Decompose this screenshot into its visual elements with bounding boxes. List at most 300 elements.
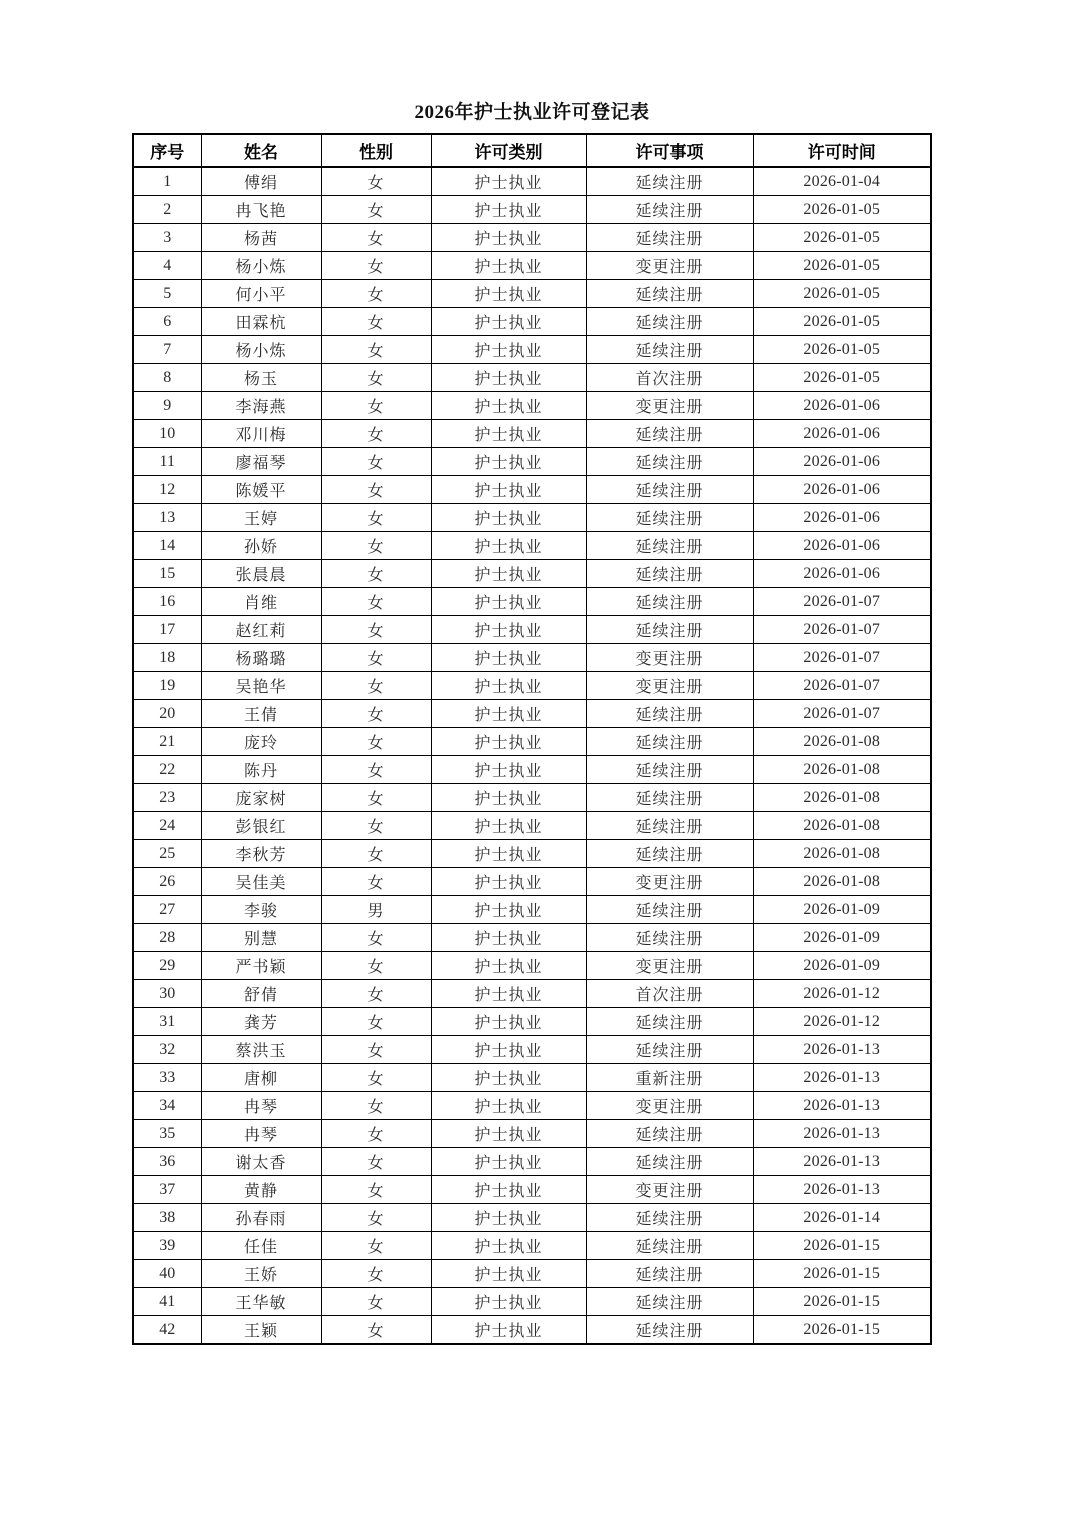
- col-index: 10: [133, 420, 201, 448]
- col-license-category: 护士执业: [431, 980, 586, 1008]
- col-index: 16: [133, 588, 201, 616]
- col-gender: 女: [321, 1064, 431, 1092]
- col-license-item: 变更注册: [586, 868, 753, 896]
- col-index: 9: [133, 392, 201, 420]
- col-license-date: 2026-01-08: [753, 868, 931, 896]
- col-license-date: 2026-01-05: [753, 224, 931, 252]
- col-license-date: 2026-01-05: [753, 364, 931, 392]
- col-name: 庞家树: [201, 784, 321, 812]
- col-license-item: 延续注册: [586, 1232, 753, 1260]
- col-license-category: 护士执业: [431, 1176, 586, 1204]
- col-license-category: 护士执业: [431, 167, 586, 196]
- col-name: 王颖: [201, 1316, 321, 1345]
- col-name: 黄静: [201, 1176, 321, 1204]
- col-license-item: 首次注册: [586, 364, 753, 392]
- col-license-date: 2026-01-05: [753, 280, 931, 308]
- table-row: [133, 476, 931, 504]
- table-row: [133, 252, 931, 280]
- col-gender: 女: [321, 952, 431, 980]
- col-index: 12: [133, 476, 201, 504]
- col-license-date: 2026-01-13: [753, 1036, 931, 1064]
- table-row: [133, 224, 931, 252]
- col-license-category: 护士执业: [431, 812, 586, 840]
- col-gender: 女: [321, 560, 431, 588]
- col-name: 李骏: [201, 896, 321, 924]
- col-name: 谢太香: [201, 1148, 321, 1176]
- col-gender: 女: [321, 980, 431, 1008]
- col-license-category: 护士执业: [431, 756, 586, 784]
- table-row: [133, 532, 931, 560]
- col-name: 肖维: [201, 588, 321, 616]
- col-license-category: 护士执业: [431, 868, 586, 896]
- col-license-date: 2026-01-06: [753, 532, 931, 560]
- table-row: [133, 504, 931, 532]
- table-row: [133, 1260, 931, 1288]
- col-license-category: 护士执业: [431, 588, 586, 616]
- col-index: 4: [133, 252, 201, 280]
- col-license-date: 2026-01-08: [753, 728, 931, 756]
- col-license-item: 变更注册: [586, 672, 753, 700]
- col-license-date: 2026-01-05: [753, 252, 931, 280]
- col-gender: 女: [321, 1316, 431, 1345]
- header-row: [133, 134, 931, 167]
- col-gender: 女: [321, 868, 431, 896]
- col-license-item: 延续注册: [586, 1260, 753, 1288]
- col-license-category: 护士执业: [431, 644, 586, 672]
- col-license-item: 变更注册: [586, 1092, 753, 1120]
- col-gender: 女: [321, 1288, 431, 1316]
- col-license-date: 2026-01-14: [753, 1204, 931, 1232]
- col-name: 冉琴: [201, 1092, 321, 1120]
- col-name: 唐柳: [201, 1064, 321, 1092]
- table-row: [133, 924, 931, 952]
- col-license-category: 护士执业: [431, 896, 586, 924]
- col-license-category: 护士执业: [431, 308, 586, 336]
- col-gender: 女: [321, 756, 431, 784]
- table-row: [133, 952, 931, 980]
- col-license-date: 2026-01-04: [753, 167, 931, 196]
- col-license-date: 2026-01-08: [753, 756, 931, 784]
- col-index: 3: [133, 224, 201, 252]
- col-license-item: 延续注册: [586, 812, 753, 840]
- col-gender: 女: [321, 812, 431, 840]
- col-license-category: 护士执业: [431, 1316, 586, 1345]
- table-row: [133, 644, 931, 672]
- col-license-item: 延续注册: [586, 1008, 753, 1036]
- col-index: 13: [133, 504, 201, 532]
- col-name: 王华敏: [201, 1288, 321, 1316]
- col-gender: 女: [321, 167, 431, 196]
- col-name: 杨璐璐: [201, 644, 321, 672]
- col-license-item: 延续注册: [586, 476, 753, 504]
- col-license-item: 延续注册: [586, 784, 753, 812]
- col-index: 7: [133, 336, 201, 364]
- col-name: 张晨晨: [201, 560, 321, 588]
- col-gender: 女: [321, 1260, 431, 1288]
- table-row: [133, 364, 931, 392]
- col-license-category: 护士执业: [431, 1148, 586, 1176]
- col-index: 34: [133, 1092, 201, 1120]
- col-license-category: 护士执业: [431, 504, 586, 532]
- col-index: 17: [133, 616, 201, 644]
- col-license-date: 2026-01-08: [753, 812, 931, 840]
- col-license-date: 2026-01-06: [753, 504, 931, 532]
- col-license-date: 2026-01-08: [753, 840, 931, 868]
- col-license-item: 延续注册: [586, 224, 753, 252]
- table-row: [133, 336, 931, 364]
- col-license-item: 延续注册: [586, 532, 753, 560]
- license-registration-table: [132, 133, 932, 1345]
- col-license-item: 延续注册: [586, 700, 753, 728]
- col-gender: 女: [321, 840, 431, 868]
- table-row: [133, 1092, 931, 1120]
- table-row: [133, 840, 931, 868]
- col-gender: 女: [321, 1176, 431, 1204]
- table-row: [133, 560, 931, 588]
- table-row: [133, 588, 931, 616]
- col-license-date: 2026-01-06: [753, 420, 931, 448]
- col-license-category: 护士执业: [431, 1120, 586, 1148]
- col-gender: 女: [321, 924, 431, 952]
- col-index: 30: [133, 980, 201, 1008]
- table-row: [133, 1008, 931, 1036]
- col-license-date: 2026-01-07: [753, 700, 931, 728]
- col-name: 杨茜: [201, 224, 321, 252]
- table-row: [133, 196, 931, 224]
- col-name: 王娇: [201, 1260, 321, 1288]
- col-name: 孙娇: [201, 532, 321, 560]
- col-license-date: 2026-01-13: [753, 1176, 931, 1204]
- table-row: [133, 616, 931, 644]
- col-license-category: 护士执业: [431, 560, 586, 588]
- col-license-item: 延续注册: [586, 756, 753, 784]
- col-gender: 女: [321, 1092, 431, 1120]
- col-name: 陈丹: [201, 756, 321, 784]
- col-name: 杨小炼: [201, 336, 321, 364]
- col-license-category: 护士执业: [431, 784, 586, 812]
- table-row: [133, 1204, 931, 1232]
- col-index: 24: [133, 812, 201, 840]
- col-gender: 女: [321, 252, 431, 280]
- col-index: 8: [133, 364, 201, 392]
- table-row: [133, 756, 931, 784]
- col-license-category: 护士执业: [431, 196, 586, 224]
- col-gender: 女: [321, 672, 431, 700]
- col-index: 28: [133, 924, 201, 952]
- col-license-category: 护士执业: [431, 1036, 586, 1064]
- col-license-date: 2026-01-12: [753, 980, 931, 1008]
- col-index: 6: [133, 308, 201, 336]
- col-license-date: 2026-01-09: [753, 924, 931, 952]
- col-gender: 女: [321, 336, 431, 364]
- col-gender: 女: [321, 1204, 431, 1232]
- table-row: [133, 1176, 931, 1204]
- table-row: [133, 420, 931, 448]
- col-name: 王婷: [201, 504, 321, 532]
- col-gender: 女: [321, 644, 431, 672]
- col-gender: 男: [321, 896, 431, 924]
- col-gender: 女: [321, 700, 431, 728]
- col-index: 5: [133, 280, 201, 308]
- table-row: [133, 1316, 931, 1345]
- table-row: [133, 280, 931, 308]
- col-license-category: 护士执业: [431, 280, 586, 308]
- col-gender: 女: [321, 364, 431, 392]
- col-gender: 女: [321, 392, 431, 420]
- col-license-item: 延续注册: [586, 896, 753, 924]
- col-index: 23: [133, 784, 201, 812]
- col-index: 26: [133, 868, 201, 896]
- col-license-item: 延续注册: [586, 616, 753, 644]
- col-license-category: 护士执业: [431, 672, 586, 700]
- col-name: 吴佳美: [201, 868, 321, 896]
- col-license-item: 重新注册: [586, 1064, 753, 1092]
- column-header: 许可事项: [586, 134, 753, 167]
- table-row: [133, 1232, 931, 1260]
- col-license-item: 延续注册: [586, 1036, 753, 1064]
- col-name: 吴艳华: [201, 672, 321, 700]
- col-index: 18: [133, 644, 201, 672]
- col-name: 杨小炼: [201, 252, 321, 280]
- table-row: [133, 672, 931, 700]
- col-license-category: 护士执业: [431, 336, 586, 364]
- col-gender: 女: [321, 616, 431, 644]
- col-name: 冉琴: [201, 1120, 321, 1148]
- table-row: [133, 1148, 931, 1176]
- col-license-date: 2026-01-06: [753, 560, 931, 588]
- col-license-category: 护士执业: [431, 532, 586, 560]
- document-content: [132, 100, 932, 1345]
- col-license-item: 延续注册: [586, 420, 753, 448]
- col-gender: 女: [321, 308, 431, 336]
- col-license-category: 护士执业: [431, 476, 586, 504]
- col-gender: 女: [321, 1148, 431, 1176]
- col-index: 42: [133, 1316, 201, 1345]
- table-row: [133, 448, 931, 476]
- table-row: [133, 980, 931, 1008]
- table-body: [133, 167, 931, 1344]
- col-license-category: 护士执业: [431, 252, 586, 280]
- col-name: 任佳: [201, 1232, 321, 1260]
- col-license-date: 2026-01-13: [753, 1092, 931, 1120]
- col-license-date: 2026-01-07: [753, 644, 931, 672]
- col-index: 21: [133, 728, 201, 756]
- col-name: 赵红莉: [201, 616, 321, 644]
- table-row: [133, 1064, 931, 1092]
- col-name: 何小平: [201, 280, 321, 308]
- col-license-category: 护士执业: [431, 448, 586, 476]
- table-row: [133, 868, 931, 896]
- col-license-category: 护士执业: [431, 1064, 586, 1092]
- col-license-item: 变更注册: [586, 644, 753, 672]
- table-row: [133, 392, 931, 420]
- col-license-date: 2026-01-15: [753, 1260, 931, 1288]
- col-index: 37: [133, 1176, 201, 1204]
- col-license-category: 护士执业: [431, 952, 586, 980]
- col-gender: 女: [321, 280, 431, 308]
- col-gender: 女: [321, 448, 431, 476]
- col-license-date: 2026-01-13: [753, 1120, 931, 1148]
- col-name: 李秋芳: [201, 840, 321, 868]
- table-row: [133, 812, 931, 840]
- col-license-item: 首次注册: [586, 980, 753, 1008]
- col-index: 15: [133, 560, 201, 588]
- col-gender: 女: [321, 224, 431, 252]
- col-license-item: 变更注册: [586, 1176, 753, 1204]
- col-license-category: 护士执业: [431, 392, 586, 420]
- col-license-category: 护士执业: [431, 1288, 586, 1316]
- col-license-date: 2026-01-09: [753, 952, 931, 980]
- col-name: 傅绢: [201, 167, 321, 196]
- table-row: [133, 784, 931, 812]
- col-license-category: 护士执业: [431, 1260, 586, 1288]
- col-index: 14: [133, 532, 201, 560]
- col-license-category: 护士执业: [431, 1232, 586, 1260]
- col-license-category: 护士执业: [431, 224, 586, 252]
- col-license-date: 2026-01-13: [753, 1148, 931, 1176]
- col-name: 李海燕: [201, 392, 321, 420]
- col-license-category: 护士执业: [431, 700, 586, 728]
- col-name: 彭银红: [201, 812, 321, 840]
- col-license-item: 延续注册: [586, 1148, 753, 1176]
- col-license-item: 延续注册: [586, 280, 753, 308]
- col-name: 别慧: [201, 924, 321, 952]
- col-license-date: 2026-01-15: [753, 1288, 931, 1316]
- col-name: 舒倩: [201, 980, 321, 1008]
- col-license-date: 2026-01-07: [753, 616, 931, 644]
- col-name: 杨玉: [201, 364, 321, 392]
- table-row: [133, 1120, 931, 1148]
- col-name: 陈媛平: [201, 476, 321, 504]
- col-index: 2: [133, 196, 201, 224]
- col-name: 田霖杭: [201, 308, 321, 336]
- col-gender: 女: [321, 420, 431, 448]
- col-index: 11: [133, 448, 201, 476]
- col-license-date: 2026-01-15: [753, 1316, 931, 1345]
- col-license-date: 2026-01-05: [753, 196, 931, 224]
- col-name: 龚芳: [201, 1008, 321, 1036]
- col-license-item: 延续注册: [586, 728, 753, 756]
- col-index: 27: [133, 896, 201, 924]
- col-gender: 女: [321, 196, 431, 224]
- col-name: 严书颖: [201, 952, 321, 980]
- table-row: [133, 167, 931, 196]
- col-license-category: 护士执业: [431, 364, 586, 392]
- page-title: 2026年护士执业许可登记表: [414, 102, 650, 123]
- col-index: 31: [133, 1008, 201, 1036]
- col-index: 22: [133, 756, 201, 784]
- col-license-category: 护士执业: [431, 1204, 586, 1232]
- col-index: 36: [133, 1148, 201, 1176]
- col-license-date: 2026-01-07: [753, 672, 931, 700]
- col-license-category: 护士执业: [431, 616, 586, 644]
- col-index: 32: [133, 1036, 201, 1064]
- col-license-date: 2026-01-15: [753, 1232, 931, 1260]
- col-gender: 女: [321, 1036, 431, 1064]
- col-index: 25: [133, 840, 201, 868]
- col-index: 40: [133, 1260, 201, 1288]
- col-name: 邓川梅: [201, 420, 321, 448]
- col-license-category: 护士执业: [431, 420, 586, 448]
- col-name: 王倩: [201, 700, 321, 728]
- col-license-item: 延续注册: [586, 196, 753, 224]
- col-index: 29: [133, 952, 201, 980]
- col-license-date: 2026-01-06: [753, 448, 931, 476]
- col-license-date: 2026-01-13: [753, 1064, 931, 1092]
- col-gender: 女: [321, 784, 431, 812]
- col-license-item: 变更注册: [586, 392, 753, 420]
- col-license-item: 变更注册: [586, 952, 753, 980]
- table-row: [133, 728, 931, 756]
- column-header: 姓名: [201, 134, 321, 167]
- col-license-date: 2026-01-09: [753, 896, 931, 924]
- col-index: 33: [133, 1064, 201, 1092]
- col-license-date: 2026-01-06: [753, 476, 931, 504]
- col-license-date: 2026-01-07: [753, 588, 931, 616]
- column-header: 序号: [133, 134, 201, 167]
- col-license-date: 2026-01-05: [753, 308, 931, 336]
- col-gender: 女: [321, 532, 431, 560]
- col-license-item: 延续注册: [586, 588, 753, 616]
- col-license-category: 护士执业: [431, 840, 586, 868]
- table-row: [133, 1036, 931, 1064]
- col-index: 1: [133, 167, 201, 196]
- table-row: [133, 1288, 931, 1316]
- col-license-item: 延续注册: [586, 1316, 753, 1345]
- col-license-item: 延续注册: [586, 1120, 753, 1148]
- table-row: [133, 308, 931, 336]
- column-header: 许可时间: [753, 134, 931, 167]
- col-index: 39: [133, 1232, 201, 1260]
- col-name: 蔡洪玉: [201, 1036, 321, 1064]
- column-header: 性别: [321, 134, 431, 167]
- col-license-item: 延续注册: [586, 840, 753, 868]
- table-row: [133, 896, 931, 924]
- col-name: 廖福琴: [201, 448, 321, 476]
- col-license-date: 2026-01-06: [753, 392, 931, 420]
- col-license-item: 延续注册: [586, 560, 753, 588]
- col-gender: 女: [321, 1120, 431, 1148]
- col-license-date: 2026-01-05: [753, 336, 931, 364]
- col-index: 19: [133, 672, 201, 700]
- col-license-category: 护士执业: [431, 1008, 586, 1036]
- col-name: 庞玲: [201, 728, 321, 756]
- col-gender: 女: [321, 728, 431, 756]
- col-license-category: 护士执业: [431, 728, 586, 756]
- col-license-item: 延续注册: [586, 448, 753, 476]
- col-license-category: 护士执业: [431, 924, 586, 952]
- col-license-item: 延续注册: [586, 167, 753, 196]
- col-index: 38: [133, 1204, 201, 1232]
- col-gender: 女: [321, 1008, 431, 1036]
- col-license-item: 延续注册: [586, 1204, 753, 1232]
- col-license-item: 变更注册: [586, 252, 753, 280]
- col-gender: 女: [321, 504, 431, 532]
- col-name: 冉飞艳: [201, 196, 321, 224]
- col-license-date: 2026-01-08: [753, 784, 931, 812]
- col-license-category: 护士执业: [431, 1092, 586, 1120]
- col-license-item: 延续注册: [586, 504, 753, 532]
- col-license-item: 延续注册: [586, 924, 753, 952]
- column-header: 许可类别: [431, 134, 586, 167]
- col-gender: 女: [321, 588, 431, 616]
- col-gender: 女: [321, 476, 431, 504]
- col-license-item: 延续注册: [586, 336, 753, 364]
- col-gender: 女: [321, 1232, 431, 1260]
- col-license-item: 延续注册: [586, 308, 753, 336]
- table-row: [133, 700, 931, 728]
- col-license-item: 延续注册: [586, 1288, 753, 1316]
